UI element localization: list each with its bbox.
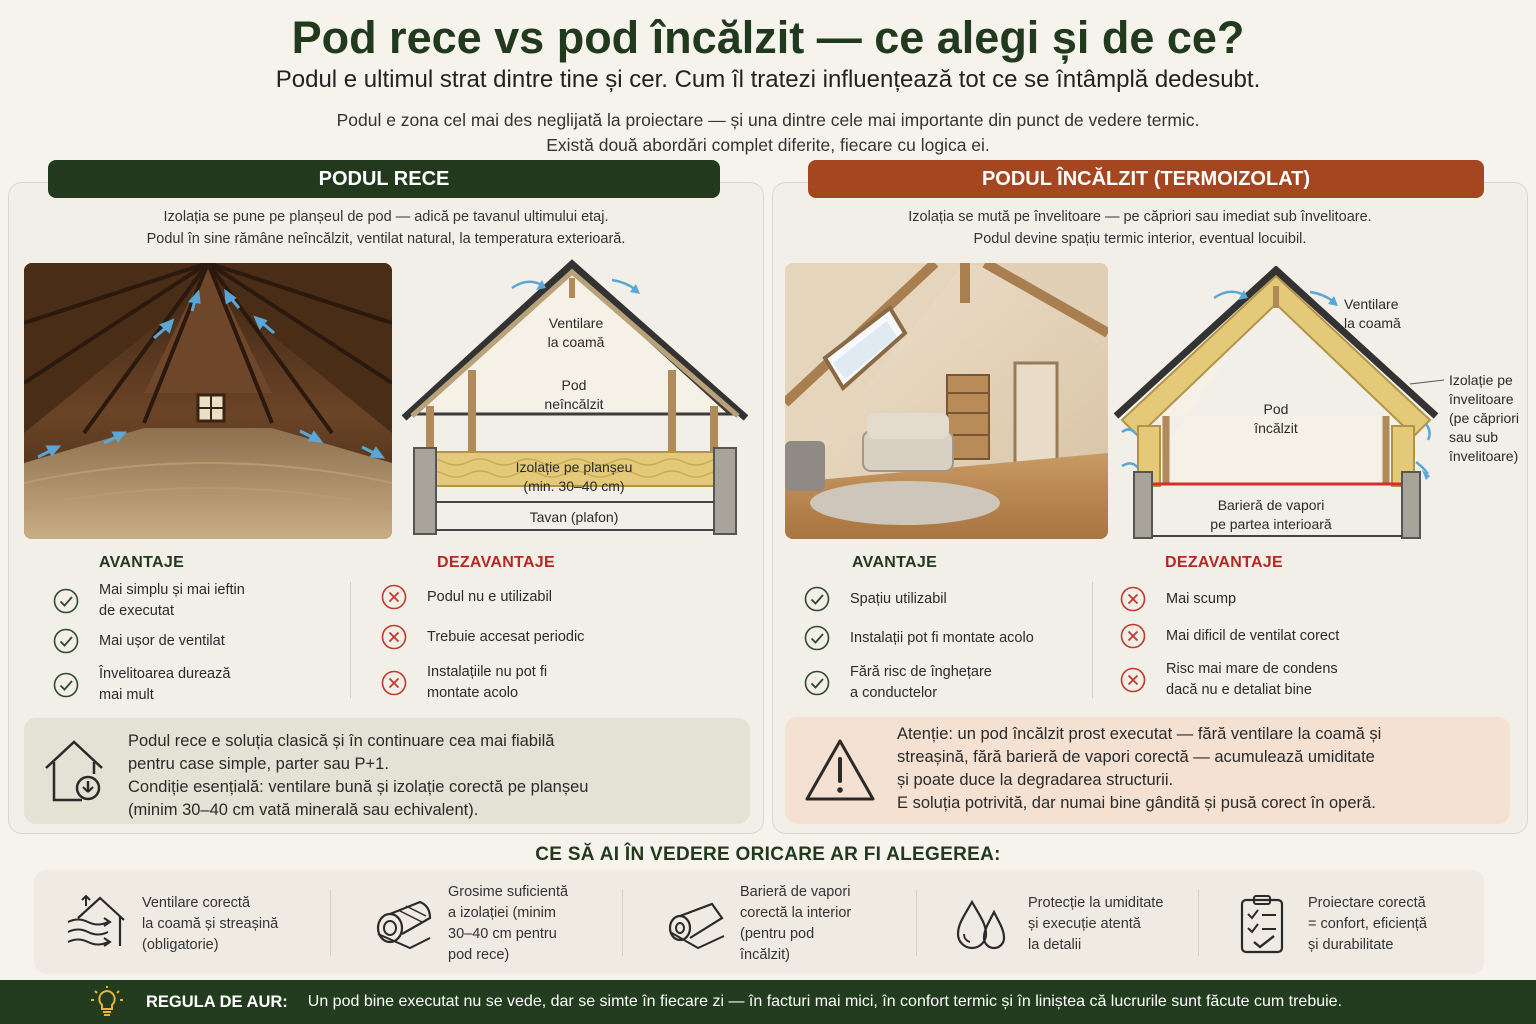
page-title: Pod rece vs pod încălzit — ce alegi și de ce?	[291, 12, 1245, 63]
warm-advantages-title: AVANTAJE	[852, 554, 938, 571]
cold-list-divider	[350, 582, 351, 698]
check-icon	[53, 628, 79, 654]
ventilation-house-icon	[64, 892, 128, 956]
cross-icon	[1120, 623, 1146, 649]
cross-icon	[381, 624, 407, 650]
membrane-roll-icon	[662, 892, 726, 956]
cold-advantage-item: Mai ușor de ventilat	[53, 628, 343, 654]
tip-item: Barieră de vapori corectă la interior (pentru pod încălzit)	[662, 882, 922, 966]
warm-insulation-label: Izolație pe învelitoare (pe căpriori sau sub învelitoare)	[1449, 372, 1520, 464]
cold-disadvantages-title: DEZAVANTAJE	[437, 554, 555, 571]
warm-space-label: Pod încălzit	[1254, 401, 1298, 436]
warm-attic-note: Atenție: un pod încălzit prost executat — fără ventilare la coamă și streașină, fără barieră de vapori corectă — acumulează umiditate și poate duce la degradarea structurii. E soluția potrivită, dar numai bine gândită și pusă corect în operă.	[785, 717, 1510, 824]
golden-rule-label: REGULA DE AUR:	[146, 992, 288, 1011]
check-icon	[53, 672, 79, 698]
warm-ventilation-label: Ventilare la coamă	[1344, 296, 1401, 331]
cross-icon	[1120, 667, 1146, 693]
cold-ventilation-label: Ventilare la coamă	[547, 315, 605, 350]
warm-disadvantage-item: Risc mai mare de condens dacă nu e detaliat bine	[1120, 659, 1450, 701]
warm-disadvantage-item: Mai scump	[1120, 586, 1450, 612]
house-thermometer-icon	[42, 738, 106, 804]
cross-icon	[381, 584, 407, 610]
golden-rule-text: Un pod bine executat nu se vede, dar se simte în fiecare zi — în facturi mai mici, în confort termic și în liniștea că lucrurile sunt făcute cum trebuie.	[307, 993, 1343, 1010]
cold-space-label: Pod neîncălzit	[544, 377, 604, 412]
tip-divider	[330, 890, 331, 956]
warm-vapor-barrier-label: Barieră de vapori pe partea interioară	[1210, 497, 1332, 532]
warm-attic-photo	[785, 263, 1108, 539]
tip-item: Protecție la umiditate și execuție atentă la detalii	[950, 882, 1210, 966]
check-icon	[53, 588, 79, 614]
warm-attic-banner: PODUL ÎNCĂLZIT (TERMOIZOLAT)	[808, 160, 1484, 198]
cold-attic-description: Izolația se pune pe planșeul de pod — adică pe tavanul ultimului etaj. Podul în sine rămâne neîncălzit, ventilat natural, la temperatura exterioară.	[146, 209, 626, 247]
warm-advantage-item: Fără risc de înghețare a conductelor	[804, 662, 1084, 704]
tip-divider	[1198, 890, 1199, 956]
check-icon	[804, 625, 830, 651]
warning-icon	[803, 737, 877, 803]
tip-item: Proiectare corectă = confort, eficiență și durabilitate	[1230, 882, 1480, 966]
cold-advantage-item: Învelitoarea durează mai mult	[53, 664, 343, 706]
tip-divider	[622, 890, 623, 956]
tip-item: Ventilare corectă la coamă și streașină (obligatorie)	[64, 882, 334, 966]
tips-title: CE SĂ AI ÎN VEDERE ORICARE AR FI ALEGEREA:	[535, 844, 1001, 865]
intro-text: Podul e zona cel mai des neglijată la proiectare — și una dintre cele mai importante din punct de vedere termic. Există două abordări complet diferite, fiecare cu logica ei.	[336, 110, 1200, 155]
cold-disadvantage-item: Trebuie accesat periodic	[381, 624, 711, 650]
tip-divider	[916, 890, 917, 956]
water-drops-icon	[950, 892, 1014, 956]
cold-disadvantage-item: Instalațiile nu pot fi montate acolo	[381, 662, 711, 704]
cold-insulation-label: Izolație pe planșeu (min. 30–40 cm)	[515, 459, 633, 494]
page-subtitle: Podul e ultimul strat dintre tine și cer. Cum îl tratezi influențează tot ce se întâmplă dedesubt.	[275, 66, 1261, 93]
checklist-icon	[1230, 892, 1294, 956]
cold-attic-note: Podul rece e soluția clasică și în continuare cea mai fiabilă pentru case simple, parter sau P+1. Condiție esențială: ventilare bună și izolație corectă pe planșeu (minim 30–40 cm vată minerală sau echivalent).	[24, 718, 750, 824]
warm-list-divider	[1092, 582, 1093, 698]
cold-advantages-title: AVANTAJE	[99, 554, 185, 571]
cold-attic-banner: PODUL RECE	[48, 160, 720, 198]
cold-ceiling-label: Tavan (plafon)	[529, 509, 619, 525]
warm-advantage-item: Spațiu utilizabil	[804, 586, 1084, 612]
check-icon	[804, 670, 830, 696]
check-icon	[804, 586, 830, 612]
warm-disadvantage-item: Mai dificil de ventilat corect	[1120, 623, 1450, 649]
cold-disadvantage-item: Podul nu e utilizabil	[381, 584, 711, 610]
warm-disadvantages-title: DEZAVANTAJE	[1165, 554, 1283, 571]
lightbulb-icon	[90, 985, 124, 1019]
golden-rule-footer	[0, 980, 1536, 1024]
tip-item: Grosime suficientă a izolației (minim 30–40 cm pentru pod rece)	[370, 882, 620, 966]
cross-icon	[1120, 586, 1146, 612]
cross-icon	[381, 670, 407, 696]
warm-attic-description: Izolația se mută pe învelitoare — pe căpriori sau imediat sub învelitoare. Podul devine spațiu termic interior, eventual locuibil.	[908, 209, 1372, 247]
insulation-roll-icon	[370, 892, 434, 956]
cold-advantage-item: Mai simplu și mai ieftin de executat	[53, 580, 343, 622]
warm-advantage-item: Instalații pot fi montate acolo	[804, 625, 1084, 651]
tips-bar	[34, 870, 1484, 974]
cold-attic-photo	[24, 263, 392, 539]
